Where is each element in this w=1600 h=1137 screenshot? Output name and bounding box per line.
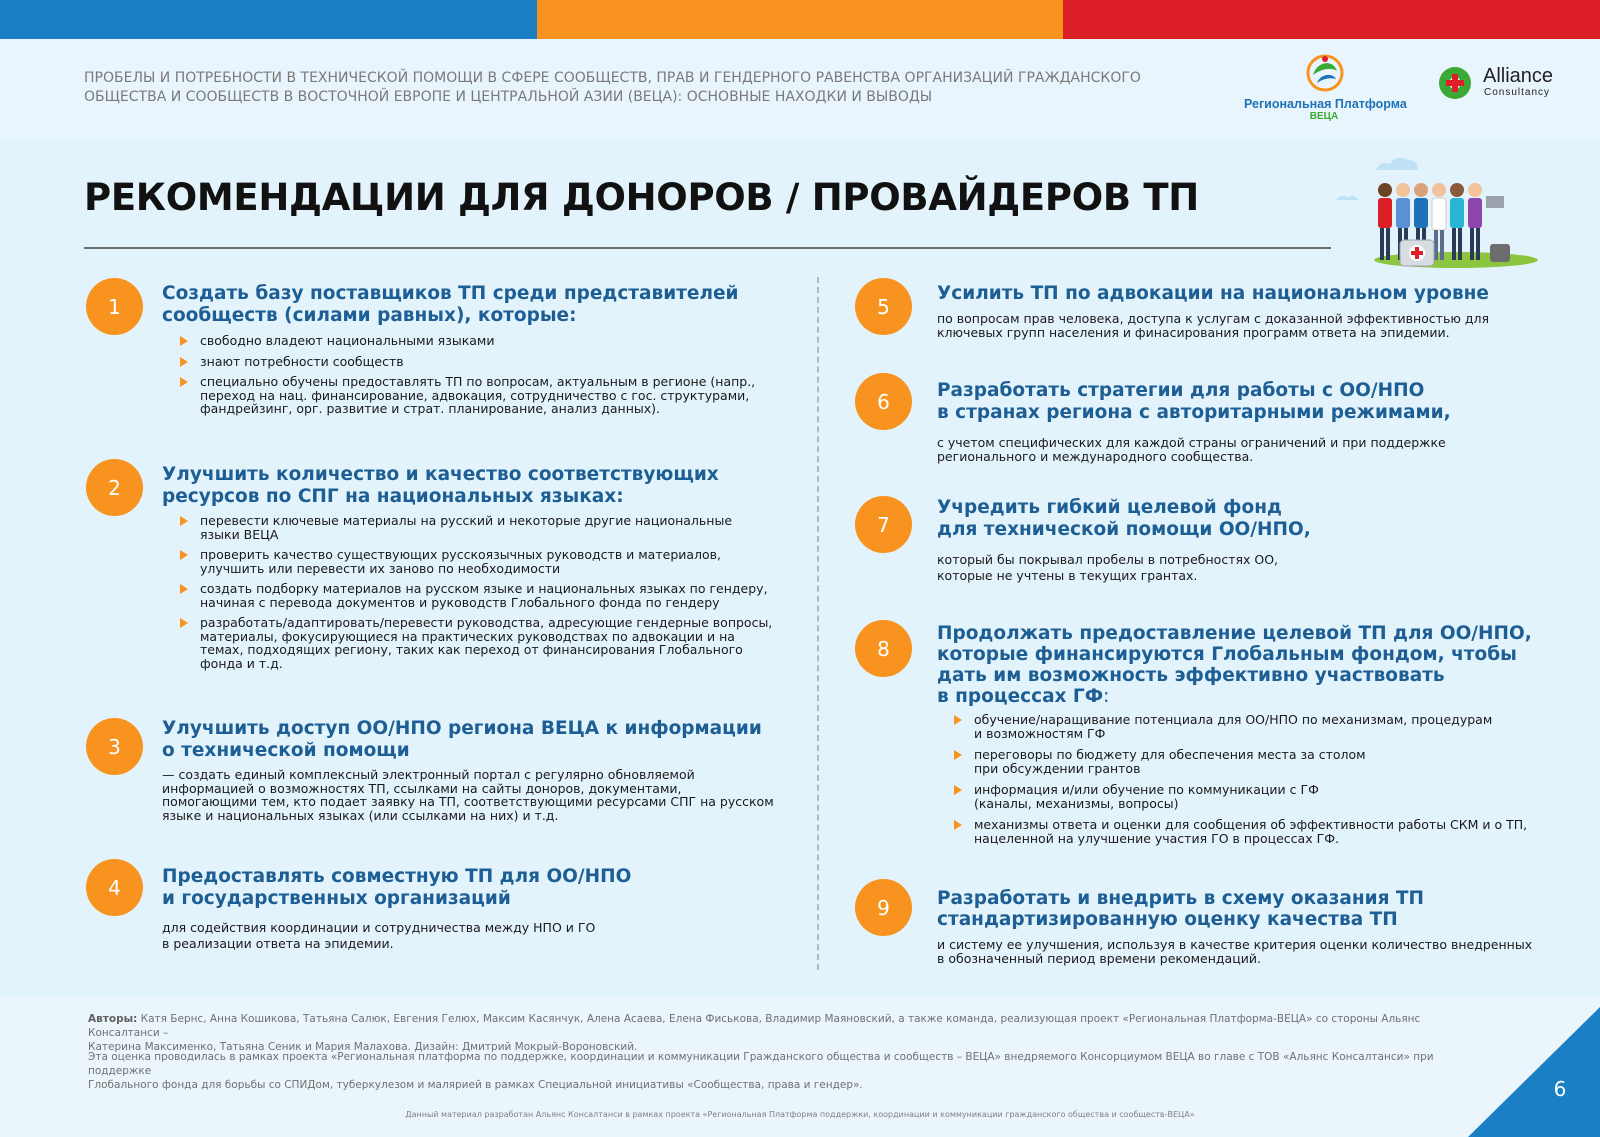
bullet-item: разработать/адаптировать/перевести руководства, адресующие гендерные вопросы, материалы, фокусирующиеся на практических руководствах по адвокации и на темах, подходящих региону, таких как переход от финансирования Глобального фонда и т.д. [177, 616, 772, 670]
bullet-item: создать подборку материалов на русском языке и национальных языках по гендеру, начиная с перевода документов и руководств Глобального фонда по гендеру [177, 582, 772, 609]
page-number: 6 [1553, 1077, 1567, 1101]
bullet-triangle-icon [954, 785, 962, 795]
heading-line: Предоставлять совместную ТП для ОО/НПО [162, 866, 632, 887]
heading-line: Усилить ТП по адвокации на национальном уровне [937, 283, 1489, 304]
top-bar-red-segment [1063, 0, 1600, 39]
bullet-item: свободно владеют национальными языками [177, 334, 755, 348]
alliance-logo-subtitle: Consultancy [1484, 87, 1551, 98]
footer-disclaimer: Данный материал разработан Альянс Консалтанси в рамках проекта «Региональная Платформа поддержки, координации и коммуникации гражданского общества и сообществ-ВЕЦА» [405, 1110, 1195, 1119]
heading-line: в странах региона с авторитарными режимами, [937, 402, 1451, 423]
footer-project-note: Эта оценка проводилась в рамках проекта «Региональная платформа по поддержке, координации и коммуникации Гражданского общества и сообществ – ВЕЦА» внедряемого Консорциумом ВЕЦА во главе с ТОВ «Альянс Консалтанси» при поддержке Глобального фонда для борьбы со СПИДом, туберкулезом и малярией в рамках Специальной инициативы «Сообщества, права и гендер». [88, 1051, 1434, 1091]
heading-line: Разработать и внедрить в схему оказания ТП [937, 888, 1425, 909]
bullet-triangle-icon [180, 618, 188, 628]
recommendation-description: который бы покрывал пробелы в потребностях ОО, которые не учтены в текущих грантах. [937, 552, 1279, 583]
bullet-list [177, 514, 772, 677]
heading-line: ресурсов по СПГ на национальных языках: [162, 486, 624, 507]
heading-line: и государственных организаций [162, 888, 511, 909]
recommendation-number-badge: 5 [855, 278, 912, 335]
heading-line: Улучшить доступ ОО/НПО региона ВЕЦА к информации [162, 718, 762, 739]
document-header [0, 39, 1600, 139]
bullet-triangle-icon [180, 550, 188, 560]
recommendation-number-badge: 8 [855, 620, 912, 677]
bullet-list [951, 713, 1527, 852]
bullet-item: специально обучены предоставлять ТП по вопросам, актуальным в регионе (напр., переход на нац. финансирование, адвокация, сотрудничество с гос. структурами, фандрейзинг, орг. развитие и страт. планирование, анализ данных). [177, 375, 755, 416]
bullet-item: знают потребности сообществ [177, 355, 755, 369]
recommendation-heading [937, 888, 1424, 930]
recommendation-heading [937, 623, 1532, 707]
alliance-logo-name: Alliance [1483, 65, 1554, 87]
heading-line: сообществ (силами равных), которые: [162, 305, 577, 326]
recommendation-number-badge: 7 [855, 496, 912, 553]
document-running-title: ПРОБЕЛЫ И ПОТРЕБНОСТИ В ТЕХНИЧЕСКОЙ ПОМОЩИ В СФЕРЕ СООБЩЕСТВ, ПРАВ И ГЕНДЕРНОГО РАВЕНСТВА ОРГАНИЗАЦИЙ ГРАЖДАНСКОГО ОБЩЕСТВА И СООБЩЕСТВ В ВОСТОЧНОЙ ЕВРОПЕ И ЦЕНТРАЛЬНОЙ АЗИИ (ВЕЦА): ОСНОВНЫЕ НАХОДКИ И ВЫВОДЫ [84, 70, 1141, 105]
recommendation-heading [162, 718, 762, 762]
heading-line: дать им возможность эффективно участвовать [937, 665, 1445, 686]
heading-line: Учредить гибкий целевой фонд [937, 497, 1282, 518]
recommendation-heading [937, 497, 1311, 541]
recommendation-description: — создать единый комплексный электронный портал с регулярно обновляемой информацией о возможностях ТП, ссылками на сайты доноров, документами, помогающими тем, кто подает заявку на ТП, соответствующими ресурсами СПГ на русском языке и национальных языках (или ссылками на них) и т.д. [162, 767, 774, 823]
page-title: РЕКОМЕНДАЦИИ ДЛЯ ДОНОРОВ / ПРОВАЙДЕРОВ ТП [84, 176, 1199, 219]
recommendation-number-badge: 9 [855, 879, 912, 936]
bullet-triangle-icon [180, 357, 188, 367]
heading-line: Продолжать предоставление целевой ТП для ОО/НПО, [937, 623, 1532, 644]
title-divider [84, 247, 1331, 249]
bullet-triangle-icon [180, 584, 188, 594]
heading-line: стандартизированную оценку качества ТП [937, 909, 1398, 930]
alliance-emblem-icon [1437, 65, 1473, 101]
bullet-item: проверить качество существующих русскоязычных руководств и материалов, улучшить или перевести их заново по необходимости [177, 548, 772, 575]
regional-platform-emblem-icon [1303, 53, 1347, 93]
bullet-triangle-icon [180, 377, 188, 387]
bullet-item: информация и/или обучение по коммуникации с ГФ (каналы, механизмы, вопросы) [951, 783, 1527, 810]
recommendation-number-badge: 3 [86, 718, 143, 775]
heading-line: о технической помощи [162, 740, 410, 761]
recommendation-heading [162, 866, 631, 910]
recommendation-heading [937, 380, 1451, 424]
recommendation-heading [162, 464, 719, 508]
heading-line: Создать базу поставщиков ТП среди представителей [162, 283, 739, 304]
regional-platform-logo-text: Региональная Платформа [1244, 97, 1407, 111]
top-bar-orange-segment [537, 0, 1063, 39]
recommendation-number-badge: 2 [86, 459, 143, 516]
bullet-item: механизмы ответа и оценки для сообщения об эффективности работы СКМ и о ТП, нацеленной на улучшение участия ГО в процессах ГФ. [951, 818, 1527, 845]
column-divider [817, 277, 819, 970]
recommendation-description: и систему ее улучшения, используя в качестве критерия оценки количество внедренных в обозначенный период времени рекомендаций. [937, 937, 1533, 966]
recommendation-description: по вопросам прав человека, доступа к услугам с доказанной эффективностью для ключевых групп населения и финасирования программ ответа на эпидемии. [937, 311, 1489, 340]
recommendation-number-badge: 6 [855, 373, 912, 430]
bullet-triangle-icon [954, 715, 962, 725]
bullet-triangle-icon [180, 516, 188, 526]
page-footer [0, 997, 1600, 1137]
recommendation-heading [937, 283, 1489, 305]
people-with-medkit-illustration [1336, 148, 1566, 278]
regional-platform-logo [1244, 53, 1407, 123]
recommendation-number-badge: 1 [86, 278, 143, 335]
bullet-triangle-icon [180, 336, 188, 346]
heading-line: в процессах ГФ: [937, 686, 1110, 707]
page-corner-triangle [1468, 1007, 1600, 1137]
heading-line: которые финансируются Глобальным фондом, чтобы [937, 644, 1517, 665]
heading-line: Улучшить количество и качество соответствующих [162, 464, 719, 485]
recommendation-number-badge: 4 [86, 859, 143, 916]
heading-line: для технической помощи ОО/НПО, [937, 519, 1311, 540]
recommendation-description: для содействия координации и сотрудничества между НПО и ГО в реализации ответа на эпидемии. [162, 920, 596, 951]
bullet-triangle-icon [954, 820, 962, 830]
bullet-list [177, 334, 755, 423]
recommendation-description: с учетом специфических для каждой страны ограничений и при поддержке регионального и международного сообщества. [937, 435, 1446, 464]
alliance-consultancy-logo [1437, 65, 1577, 105]
bullet-item: переговоры по бюджету для обеспечения места за столом при обсуждении грантов [951, 748, 1527, 775]
bullet-item: обучение/наращивание потенциала для ОО/НПО по механизмам, процедурам и возможностям ГФ [951, 713, 1527, 740]
bullet-item: перевести ключевые материалы на русский и некоторые другие национальные языки ВЕЦА [177, 514, 772, 541]
heading-line: Разработать стратегии для работы с ОО/НПО [937, 380, 1425, 401]
recommendation-heading [162, 283, 739, 327]
bullet-triangle-icon [954, 750, 962, 760]
regional-platform-logo-subtext: ВЕЦА [1309, 111, 1339, 122]
footer-authors: Авторы: Катя Бернс, Анна Кошикова, Татьяна Салюк, Евгения Гелюх, Максим Касянчук, Алена Асаева, Елена Фиськова, Владимир Маяновский, а также команда, реализующая проект «Региональная Платформа-ВЕЦА» со стороны Альянс Консалтанси – Катерина Максименко, Татьяна Сеник и Мария Малахова. Дизайн: Дмитрий Мокрый-Вороновский. [88, 1013, 1421, 1053]
top-color-bar [0, 0, 1600, 39]
top-bar-blue-segment [0, 0, 537, 39]
